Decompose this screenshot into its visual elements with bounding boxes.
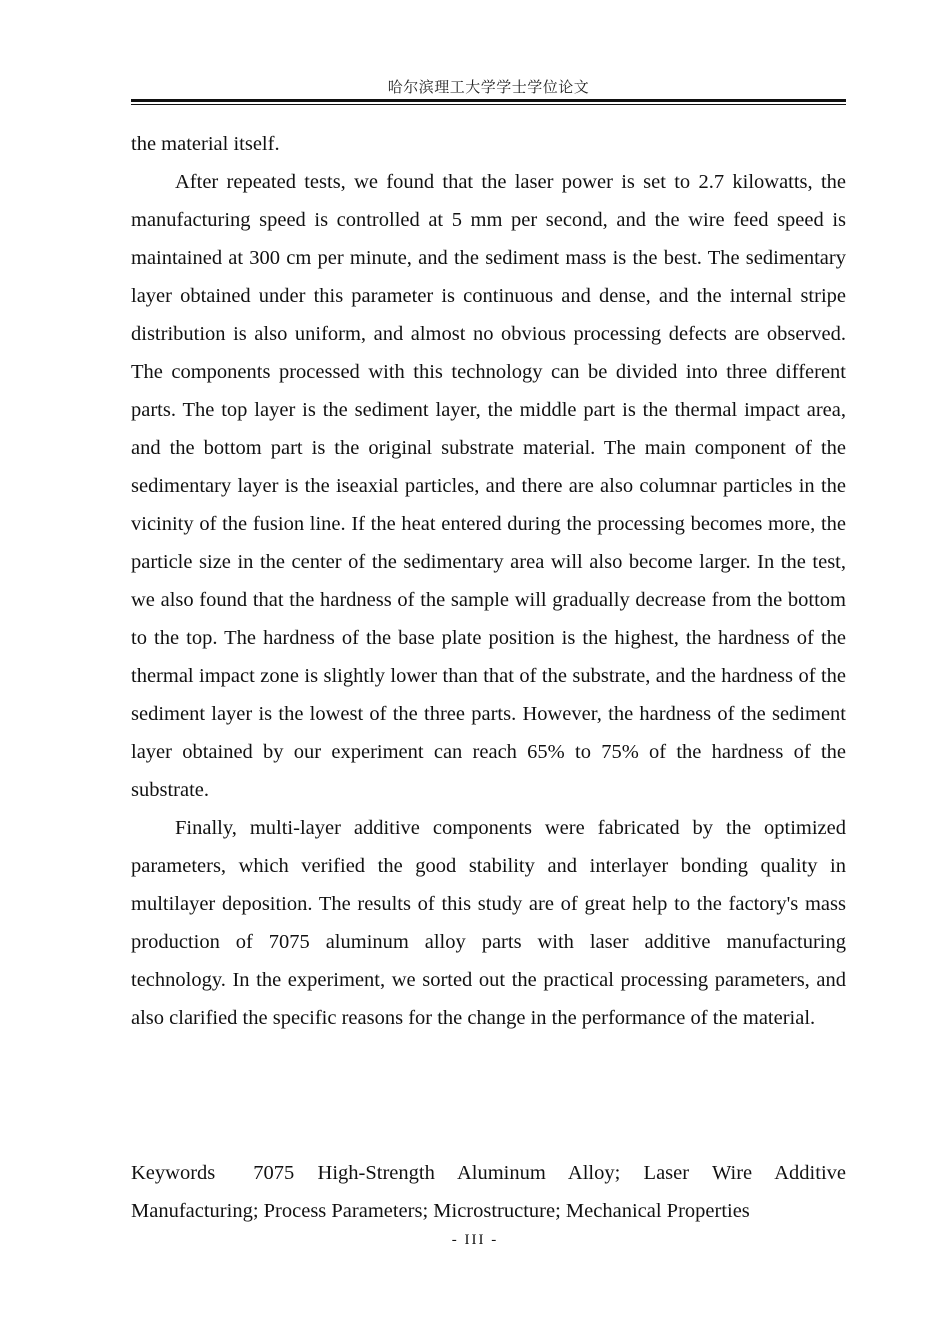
page-number: - III - (451, 1232, 499, 1248)
header-rule-thin (131, 104, 846, 105)
keywords-text: 7075 High-Strength Aluminum Alloy; Laser Wire Additive Manufacturing; Process Parameters; Microstructure; Mechanical Properties (131, 1162, 846, 1222)
running-header: 哈尔滨理工大学学士学位论文 (387, 78, 590, 96)
abstract-body (131, 125, 846, 1037)
header-rule-thick (131, 99, 846, 102)
paragraph-continuation: the material itself. (131, 133, 280, 155)
paragraph-conclusion: Finally, multi-layer additive components were fabricated by the optimized parameters, which verified the good stability and interlayer bonding quality in multilayer deposition. The results of this study are of great help to the factory's mass production of 7075 aluminum alloy parts with laser additive manufacturing technology. In the experiment, we sorted out the practical processing parameters, and also clarified the specific reasons for the change in the performance of the material. (131, 817, 846, 1029)
keywords-label: Keywords (131, 1162, 216, 1184)
paragraph-results: After repeated tests, we found that the laser power is set to 2.7 kilowatts, the manufacturing speed is controlled at 5 mm per second, and the wire feed speed is maintained at 300 cm per minute, and the sediment mass is the best. The sedimentary layer obtained under this parameter is continuous and dense, and the internal stripe distribution is also uniform, and almost no obvious processing defects are observed. The components processed with this technology can be divided into three different parts. The top layer is the sediment layer, the middle part is the thermal impact area, and the bottom part is the original substrate material. The main component of the sedimentary layer is the iseaxial particles, and there are also columnar particles in the vicinity of the fusion line. If the heat entered during the processing becomes more, the particle size in the center of the sedimentary area will also become larger. In the test, we also found that the hardness of the sample will gradually decrease from the bottom to the top. The hardness of the base plate position is the highest, the hardness of the thermal impact zone is slightly lower than that of the substrate, and the hardness of the sediment layer is the lowest of the three parts. However, the hardness of the sediment layer obtained by our experiment can reach 65% to 75% of the hardness of the substrate. (131, 171, 846, 801)
keywords-block (131, 1154, 846, 1230)
